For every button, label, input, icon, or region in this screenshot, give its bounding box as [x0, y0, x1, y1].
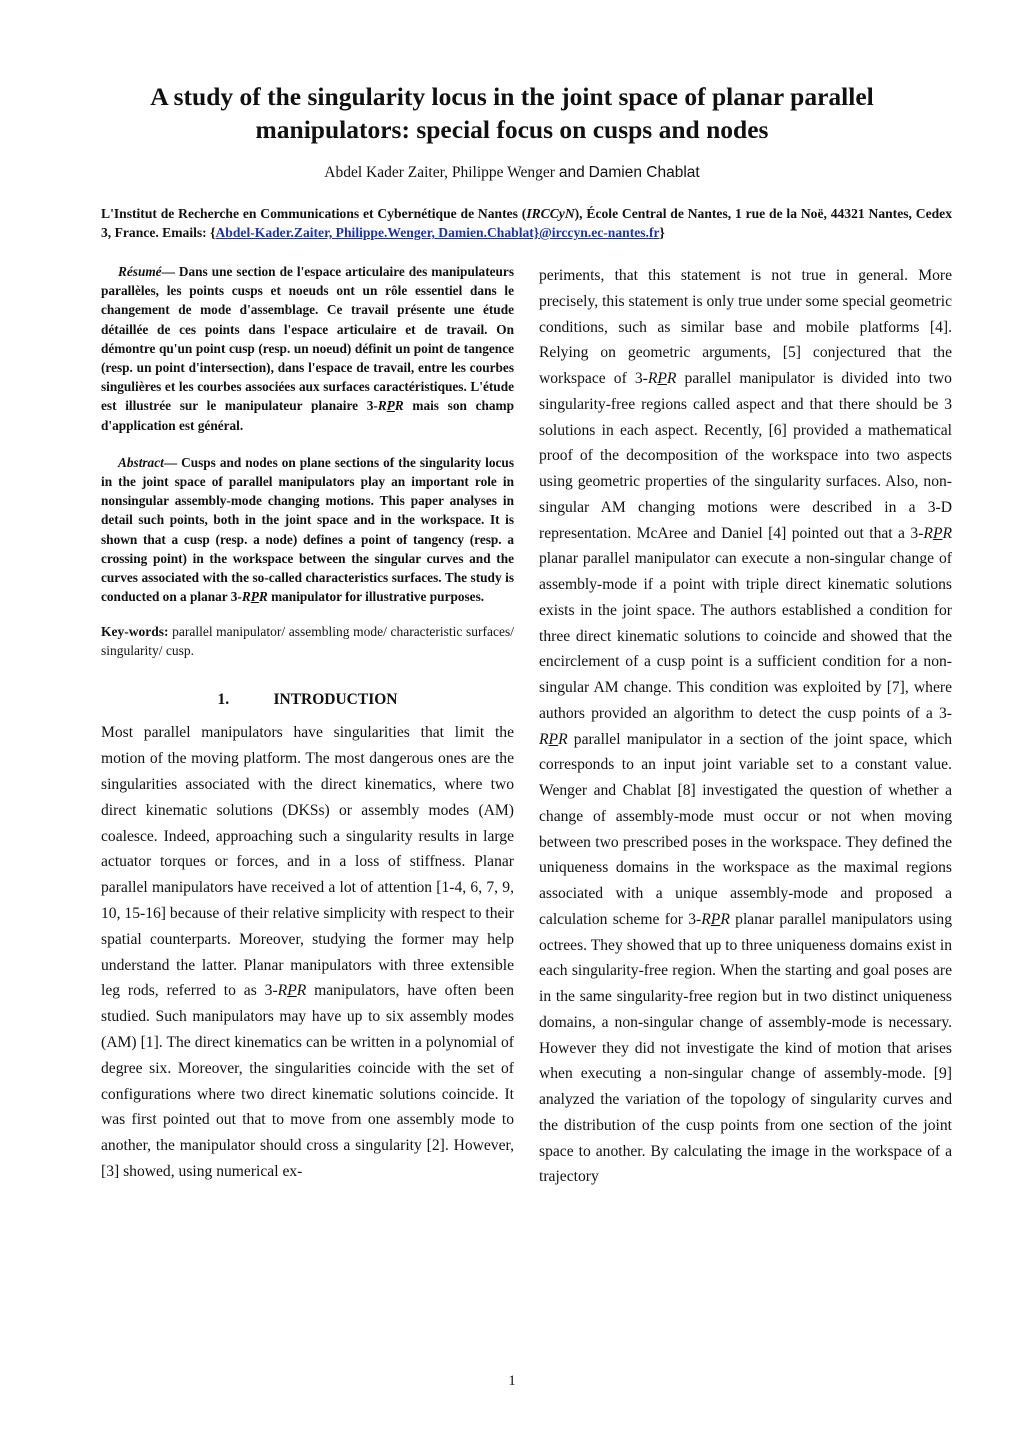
- email-link[interactable]: Abdel-Kader.Zaiter, Philippe.Wenger, Damien.Chablat}@irccyn.ec-nantes.fr: [215, 225, 660, 240]
- rpr-term: RPR: [539, 730, 568, 748]
- page-number: 1: [508, 1373, 516, 1389]
- resume-paragraph: [101, 262, 514, 435]
- keywords: [101, 622, 514, 660]
- rpr-term: RPR: [377, 398, 404, 414]
- intro-paragraph-right: [539, 263, 952, 1190]
- intro-left-text-1: Most parallel manipulators have singularities that limit the motion of the moving platform. The most dangerous ones are the singularities associated with the direct kinematics, where two direct kinematic solutions (DKSs) or assembly modes (AM) coalesce. Indeed, approaching such a singularity results in large actuator torques or forces, and in a loss of stiffness. Planar parallel manipulators have received a lot of attention [1-4, 6, 7, 9, 10, 15-16] because of their relative simplicity with respect to their spatial counterparts. Moreover, studying the former may help understand the latter. Planar manipulators with three extensible leg rods, referred to as 3-: [101, 724, 514, 1000]
- authors-part-2: Damien Chablat: [588, 164, 700, 181]
- keywords-label: Key-words:: [101, 624, 169, 640]
- intro-paragraph-left: [101, 720, 514, 1184]
- intro-left-text-2: manipulators, have often been studied. Such manipulators may have up to six assembly modes (AM) [1]. The direct kinematics can be written in a polynomial of degree six. Moreover, the singularities coincide with the set of configurations where two direct kinematic solutions coincide. It was first pointed out that to move from one assembly mode to another, the manipulator should cross a singularity [2]. However, [3] showed, using numerical ex-: [101, 982, 514, 1180]
- resume-label: Résumé: [118, 264, 162, 279]
- intro-right-text-4: parallel manipulator in a section of the joint space, which corresponds to an input joint variable set to a constant value. Wenger and Chablat [8] investigated the question of whether a change of assembly-mode must occur or not when moving between two prescribed poses in the workspace. They defined the uniqueness domains in the workspace as the maximal regions associated with a unique assembly-mode and proposed a calculation scheme for 3-: [539, 730, 952, 928]
- rpr-term: RPR: [701, 910, 730, 928]
- intro-right-text-2: parallel manipulator is divided into two singularity-free regions called aspect and that there should be 3 solutions in each aspect. Recently, [6] provided a mathematical proof of the decomposition of the workspace into two aspects using geometric properties of the singularity surfaces. Also, non-singular AM changing motions were described in a 3-D representation. McAree and Daniel [4] pointed out that a 3-: [539, 370, 952, 542]
- keywords-text: parallel manipulator/ assembling mode/ characteristic surfaces/ singularity/ cusp.: [101, 624, 514, 659]
- affiliation-address: ), École Central de Nantes, 1 rue de la Noë, 44321 Nantes, Cedex 3, France. Emails: {: [101, 206, 952, 240]
- intro-right-text-5: planar parallel manipulators using octrees. They showed that up to three uniqueness domains exist in each singularity-free region. When the starting and goal poses are in the same singularity-free region but in two distinct uniqueness domains, a non-singular change of assembly-mode is necessary. However they did not investigate the kind of motion that arises when executing a non-singular change of assembly-mode. [9] analyzed the variation of the topology of singularity curves and the distribution of the cusp points from one section of the joint space to another. By calculating the image in the workspace of a trajectory: [539, 910, 952, 1186]
- affiliation-text: L'Institut de Recherche en Communications et Cybernétique de Nantes (: [101, 206, 527, 221]
- resume-end: mais son champ d'application est général.: [101, 398, 515, 433]
- author-list: [100, 163, 924, 183]
- authors-part-1: Abdel Kader Zaiter, Philippe Wenger: [324, 164, 555, 181]
- title-line-1: A study of the singularity locus in the joint space of planar parallel: [150, 82, 874, 111]
- lab-name: IRCCyN: [526, 206, 575, 221]
- affiliation-close: }: [659, 225, 665, 240]
- intro-right-text-3: planar parallel manipulator can execute a non-singular change of assembly-mode if a point with triple direct kinematic solutions exists in the joint space. The authors established a condition for three direct kinematic solutions to coincide and showed that the encirclement of a cusp point is a sufficient condition for a non-singular AM change. This condition was exploited by [7], where authors provided an algorithm to detect the cusp points of a 3-: [539, 550, 952, 722]
- left-column: [101, 262, 514, 1185]
- rpr-term: RPR: [241, 589, 268, 605]
- section-number: 1.: [217, 691, 230, 709]
- intro-right-text-1: periments, that this statement is not true in general. More precisely, this statement is only true under some special geometric conditions, such as similar base and mobile platforms [4]. Relying on geometric arguments, [5] conjectured that the workspace of 3-: [539, 267, 952, 387]
- section-title: INTRODUCTION: [273, 691, 398, 709]
- right-column: [539, 263, 952, 1190]
- rpr-term: RPR: [647, 370, 677, 387]
- section-heading: [101, 690, 514, 710]
- rpr-term: RPR: [277, 982, 307, 1000]
- title-line-2: manipulators: special focus on cusps and nodes: [255, 115, 769, 144]
- abstract-text: — Cusps and nodes on plane sections of the singularity locus in the joint space of parallel manipulators play an important role in nonsingular assembly-mode changing motions. This paper analyses in detail such points, both in the joint space and in the workspace. It is shown that a cusp (resp. a node) defines a point of tangency (resp. a crossing point) in the workspace between the singular curves and the curves associated with the so-called characteristics surfaces. The study is conducted on a planar 3-: [101, 454, 514, 605]
- authors-and: and: [558, 164, 585, 181]
- abstract-label: Abstract: [118, 454, 164, 470]
- resume-text: — Dans une section de l'espace articulaire des manipulateurs parallèles, les points cusps et noeuds ont un rôle essentiel dans le changement de mode d'assemblage. Ce travail présente une étude détaillée de ces points dans l'espace articulaire et de travail. On démontre qu'un point cusp (resp. un noeud) définit un point de tangence (resp. un point d'intersection), dans l'espace de travail, entre les courbes singulières et les courbes associées aux surfaces caractéristiques. L'étude est illustrée sur le manipulateur planaire 3-: [101, 264, 514, 414]
- affiliation: [101, 204, 952, 242]
- rpr-term: RPR: [923, 524, 952, 542]
- paper-title: [80, 80, 944, 146]
- abstract-end: manipulator for illustrative purposes.: [267, 589, 485, 605]
- abstract-paragraph: [101, 453, 514, 607]
